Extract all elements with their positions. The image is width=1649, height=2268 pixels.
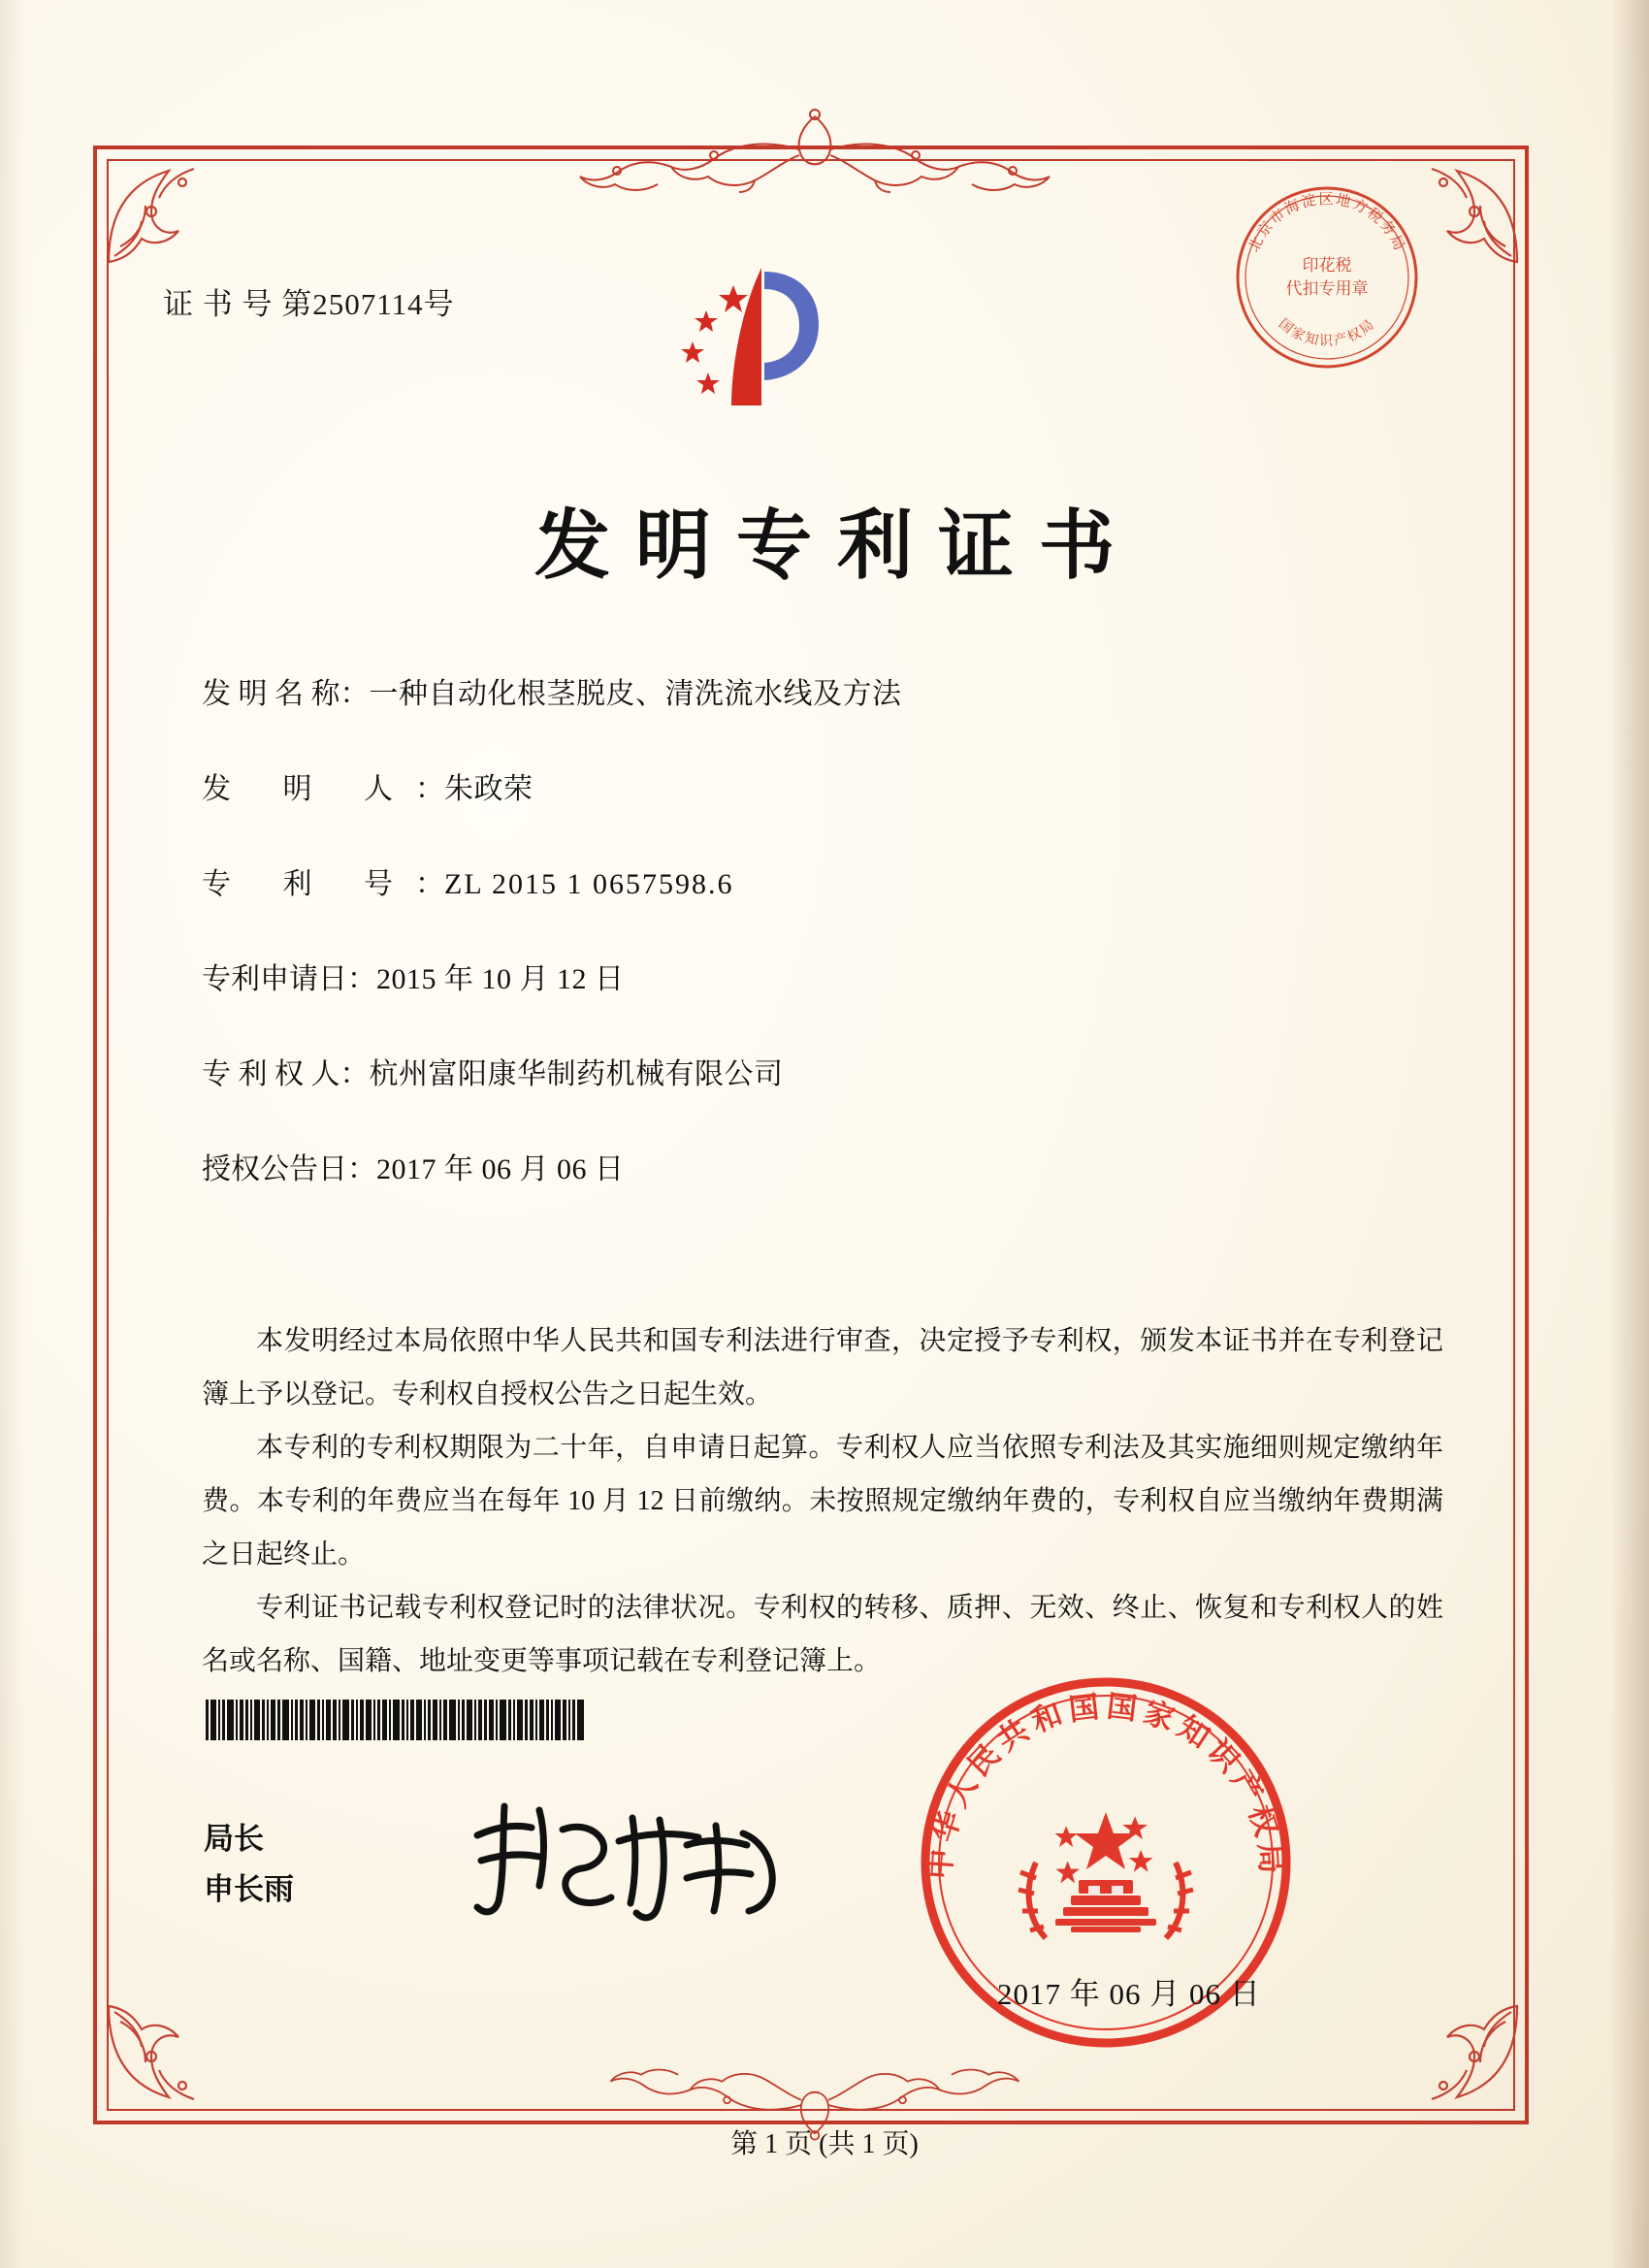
seal-date: 2017 年 06 月 06 日	[997, 1977, 1261, 2011]
corner-flourish-icon	[1408, 1998, 1525, 2115]
certificate-fields	[202, 669, 1424, 1240]
page-binding-edge	[1612, 0, 1649, 2268]
director-name: 申长雨	[204, 1872, 294, 1907]
corner-flourish-icon	[101, 153, 217, 270]
body-paragraph-3: 专利证书记载专利权登记时的法律状况。专利权的转移、质押、无效、终止、恢复和专利权人的姓名或名称、国籍、地址变更等事项记载在专利登记簿上。	[202, 1593, 1443, 1676]
field-label: 专 利 号	[202, 868, 415, 900]
page-footer: 第 1 页 (共 1 页)	[730, 2129, 919, 2159]
certificate-body-text	[202, 1314, 1443, 1688]
field-label: 专利申请日	[202, 963, 347, 995]
barcode-icon	[206, 1700, 632, 1740]
field-value: 朱政荣	[444, 773, 534, 805]
certificate-number: 证 书 号 第2507114号	[163, 287, 455, 321]
field-value: 2015 年 10 月 12 日	[376, 963, 625, 995]
field-label: 发 明 名 称	[202, 678, 340, 710]
field-separator: ：	[347, 963, 376, 995]
corner-flourish-icon	[101, 1998, 217, 2115]
body-paragraph-2: 本专利的专利权期限为二十年，自申请日起算。专利权人应当依照专利法及其实施细则规定缴纳年费。本专利的年费应当在每年 10 月 12 日前缴纳。未按照规定缴纳年费的，专利权自应当缴纳年费期满之日起终止。	[202, 1433, 1443, 1570]
svg-text:印花税: 印花税	[1302, 256, 1352, 275]
field-invention-name	[202, 669, 1424, 712]
field-separator: ：	[340, 1058, 370, 1090]
field-separator: ：	[347, 1153, 376, 1185]
field-value: ZL 2015 1 0657598.6	[444, 868, 734, 900]
cnipa-logo-icon	[652, 250, 875, 430]
top-center-ornament-icon	[524, 105, 1106, 194]
field-label: 发 明 人	[202, 773, 415, 805]
field-separator: ：	[415, 868, 444, 900]
field-label: 专 利 权 人	[202, 1058, 340, 1090]
field-inventor	[202, 764, 1424, 807]
field-application-date	[202, 955, 1424, 997]
handwritten-signature-icon	[456, 1785, 805, 1930]
page-title: 发明专利证书	[534, 502, 1140, 590]
body-paragraph-1: 本发明经过本局依照中华人民共和国专利法进行审查，决定授予专利权，颁发本证书并在专利登记簿上予以登记。专利权自授权公告之日起生效。	[202, 1326, 1443, 1409]
page-left-shadow	[0, 0, 25, 2268]
field-value: 一种自动化根茎脱皮、清洗流水线及方法	[369, 678, 902, 710]
svg-text:代扣专用章: 代扣专用章	[1285, 279, 1369, 299]
field-label: 授权公告日	[202, 1153, 347, 1185]
field-separator: ：	[340, 678, 370, 710]
field-patent-number	[202, 859, 1424, 902]
field-value: 2017 年 06 月 06 日	[376, 1153, 625, 1185]
tax-stamp-icon	[1230, 180, 1424, 374]
field-separator: ：	[415, 773, 444, 805]
director-block	[204, 1814, 294, 1915]
field-grant-announcement-date	[202, 1145, 1424, 1187]
svg-text:中华人民共和国国家知识产权局: 中华人民共和国国家知识产权局	[922, 1689, 1289, 1881]
director-role-label: 局长	[204, 1822, 264, 1857]
svg-text:北京市海淀区地方税务局: 北京市海淀区地方税务局	[1245, 190, 1409, 255]
field-patentee	[202, 1050, 1424, 1092]
corner-flourish-icon	[1408, 153, 1525, 270]
svg-text:国家知识产权局: 国家知识产权局	[1275, 315, 1379, 349]
field-value: 杭州富阳康华制药机械有限公司	[369, 1058, 784, 1090]
